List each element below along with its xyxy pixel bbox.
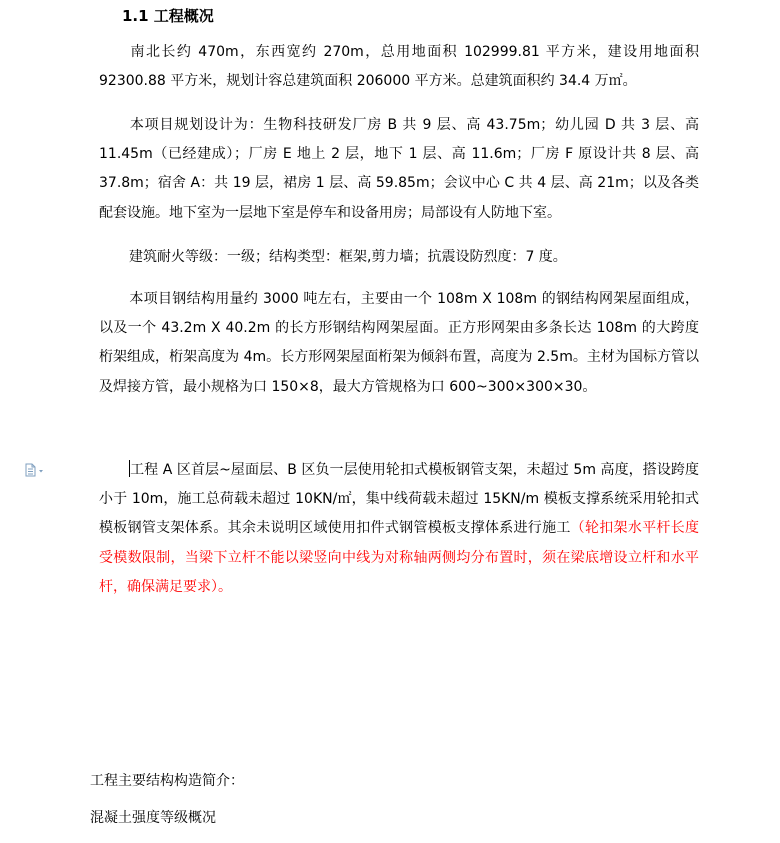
paragraph-site-area bbox=[99, 38, 699, 96]
paragraph-fire-rating bbox=[99, 243, 699, 272]
paragraph-note-red: （轮扣架水平杆长度受模数限制，当梁下立杆不能以梁竖向中线为对称轴两侧均分布置时，须在梁底增设立杆和水平杆，确保满足要求）。 bbox=[99, 520, 700, 595]
concrete-grade-line: 混凝土强度等级概况 bbox=[90, 810, 216, 826]
paragraph-formwork-support[interactable] bbox=[99, 456, 699, 602]
paragraph-text: 本项目钢结构用量约 3000 吨左右，主要由一个 108m X 108m 的钢结构网架屋面组成，以及一个 43.2m X 40.2m 的长方形钢结构网架屋面。正方形网架由多条长达 108m 的大跨度桁架组成，桁架高度为 4m。长方形网架屋面桁架为倾斜布置，高度为 2.5m。主材为国标方管以及焊接方管，最小规格为口 150×8，最大方管规格为口 600~300×300×30。 bbox=[99, 291, 699, 395]
paragraph-text: 工程 A 区首层~屋面层、B 区负一层使用轮扣式模板钢管支架，未超过 5m 高度，搭设跨度小于 10m，施工总荷载未超过 10KN/㎡，集中线荷载未超过 15KN/m 模板支撑系统采用轮扣式模板钢管支架体系。其余未说明区域使用扣件式钢管模板支撑体系进行施工 bbox=[99, 462, 699, 537]
paragraph-text: 建筑耐火等级：一级；结构类型：框架,剪力墙；抗震设防烈度：7 度。 bbox=[129, 249, 567, 265]
document-options-icon[interactable] bbox=[24, 462, 48, 476]
structure-intro-line: 工程主要结构构造简介： bbox=[90, 773, 244, 789]
paragraph-text: 本项目规划设计为：生物科技研发厂房 B 共 9 层、高 43.75m；幼儿园 D 共 3 层、高 11.45m（已经建成）；厂房 E 地上 2 层，地下 1 层、高 11.6m；厂房 F 原设计共 8 层、高 37.8m；宿舍 A：共 19 层，裙房 1 层、高 59.85m；会议中心 C 共 4 层、高 21m；以及各类配套设施。地下室为一层地下室是停车和设备用房；局部设有人防地下室。 bbox=[99, 117, 699, 221]
paragraph-text: 南北长约 470m，东西宽约 270m，总用地面积 102999.81 平方米，建设用地面积 92300.88 平方米，规划计容总建筑面积 206000 平方米。总建筑面积约 34.4 万㎡。 bbox=[99, 44, 699, 90]
section-heading: 1.1 工程概况 bbox=[122, 7, 214, 25]
paragraph-planning-design bbox=[99, 111, 699, 228]
paragraph-steel-structure bbox=[99, 285, 699, 402]
